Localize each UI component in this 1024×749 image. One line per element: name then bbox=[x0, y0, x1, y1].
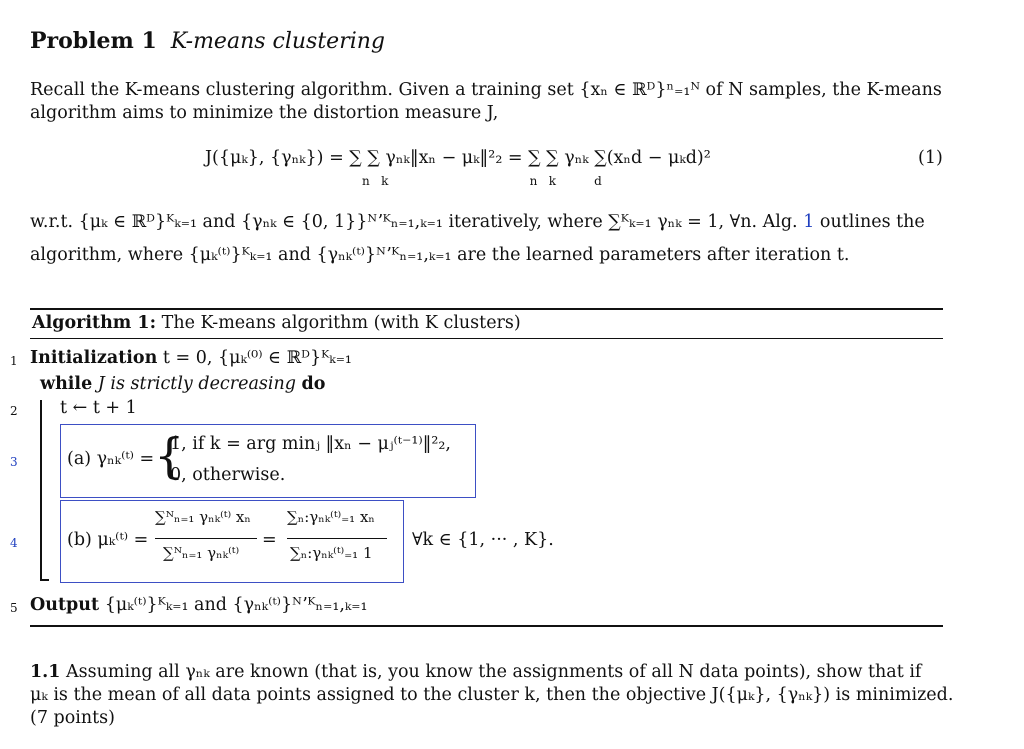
line-number-4: 4 bbox=[10, 536, 18, 550]
algorithm-caption-rule bbox=[30, 338, 943, 339]
equation-sum-indices: n k n k d bbox=[362, 174, 602, 188]
output-line bbox=[30, 595, 368, 615]
question-points: (7 points) bbox=[30, 708, 115, 728]
step-b-condition: ∀k ∈ {1, ··· , K}. bbox=[412, 530, 554, 550]
init-line bbox=[30, 348, 352, 368]
step-b-fraction-1-numerator: ∑ᴺₙ₌₁ γₙₖ⁽ᵗ⁾ xₙ bbox=[155, 508, 251, 526]
step-b-fraction-1-bar bbox=[155, 538, 257, 539]
line-number-2: 2 bbox=[10, 404, 18, 418]
step-b-fraction-1-denominator: ∑ᴺₙ₌₁ γₙₖ⁽ᵗ⁾ bbox=[163, 544, 240, 562]
distortion-equation: J({μₖ}, {γₙₖ}) = ∑ ∑ γₙₖ‖xₙ − μₖ‖²₂ = ∑ ∑ γₙₖ ∑(xₙd − μₖd)² bbox=[205, 148, 711, 168]
line-number-1: 1 bbox=[10, 354, 18, 368]
line-number-3: 3 bbox=[10, 455, 18, 469]
while-condition: J is strictly decreasing bbox=[97, 374, 296, 394]
while-line bbox=[40, 374, 325, 394]
step-b-equals: = bbox=[262, 530, 277, 550]
wrt-line-2: algorithm, where {μₖ⁽ᵗ⁾}ᴷₖ₌₁ and {γₙₖ⁽ᵗ⁾}ᴺʼᴷₙ₌₁,ₖ₌₁ are the learned parameters after iteration t. bbox=[30, 245, 850, 265]
step-a-brace: { bbox=[154, 428, 185, 484]
wrt-line-1-end: outlines the bbox=[819, 212, 925, 232]
wrt-line-1-text: w.r.t. {μₖ ∈ ℝᴰ}ᴷₖ₌₁ and {γₙₖ ∈ {0, 1}}ᴺʼᴷₙ₌₁,ₖ₌₁ iteratively, where ∑ᴷₖ₌₁ γₙₖ = 1, ∀n. Alg. bbox=[30, 212, 798, 232]
algorithm-top-rule bbox=[30, 308, 943, 310]
problem-heading bbox=[30, 28, 385, 54]
equation-number: (1) bbox=[918, 148, 943, 168]
output-label: Output bbox=[30, 595, 100, 615]
do-keyword: do bbox=[301, 374, 326, 394]
algorithm-caption bbox=[32, 313, 521, 333]
wrt-line-1 bbox=[30, 211, 925, 234]
while-block-foot bbox=[40, 579, 49, 581]
step-a-case-1: 1, if k = arg minⱼ ‖xₙ − μⱼ⁽ᵗ⁻¹⁾‖²₂, bbox=[170, 434, 451, 454]
question-line-1-text: Assuming all γₙₖ are known (that is, you know the assignments of all N data points), show that if bbox=[66, 662, 922, 682]
while-keyword: while bbox=[40, 374, 93, 394]
problem-title: K-means clustering bbox=[170, 29, 385, 54]
init-label: Initialization bbox=[30, 348, 158, 368]
algorithm-bottom-rule bbox=[30, 625, 943, 627]
step-b-fraction-2-bar bbox=[287, 538, 387, 539]
step-b-fraction-2-numerator: ∑ₙ:γₙₖ⁽ᵗ⁾₌₁ xₙ bbox=[287, 508, 375, 526]
init-math: t = 0, {μₖ⁽⁰⁾ ∈ ℝᴰ}ᴷₖ₌₁ bbox=[162, 348, 352, 368]
question-number: 1.1 bbox=[30, 662, 61, 682]
question-line-1 bbox=[30, 661, 921, 684]
intro-line-2: algorithm aims to minimize the distortion measure J, bbox=[30, 103, 499, 123]
line-number-5: 5 bbox=[10, 601, 18, 615]
intro-line-1: Recall the K-means clustering algorithm. Given a training set {xₙ ∈ ℝᴰ}ⁿ₌₁ᴺ of N samples, the K-means bbox=[30, 80, 942, 100]
algorithm-reference-link[interactable]: 1 bbox=[803, 212, 815, 232]
while-block-bar bbox=[40, 400, 42, 580]
step-a-label: (a) γₙₖ⁽ᵗ⁾ = bbox=[67, 449, 155, 469]
algorithm-caption-text: The K-means algorithm (with K clusters) bbox=[161, 313, 521, 333]
question-line-2: μₖ is the mean of all data points assigned to the cluster k, then the objective J({μₖ}, {γₙₖ}) is minimized. bbox=[30, 685, 954, 705]
problem-number: Problem 1 bbox=[30, 28, 157, 54]
step-b-fraction-2-denominator: ∑ₙ:γₙₖ⁽ᵗ⁾₌₁ 1 bbox=[290, 544, 373, 562]
algorithm-label: Algorithm 1: bbox=[32, 313, 157, 333]
step-b-label: (b) μₖ⁽ᵗ⁾ = bbox=[67, 530, 149, 550]
output-math: {μₖ⁽ᵗ⁾}ᴷₖ₌₁ and {γₙₖ⁽ᵗ⁾}ᴺʼᴷₙ₌₁,ₖ₌₁ bbox=[104, 595, 368, 615]
step-increment-t: t ← t + 1 bbox=[60, 398, 137, 418]
step-a-case-2: 0, otherwise. bbox=[170, 465, 286, 485]
